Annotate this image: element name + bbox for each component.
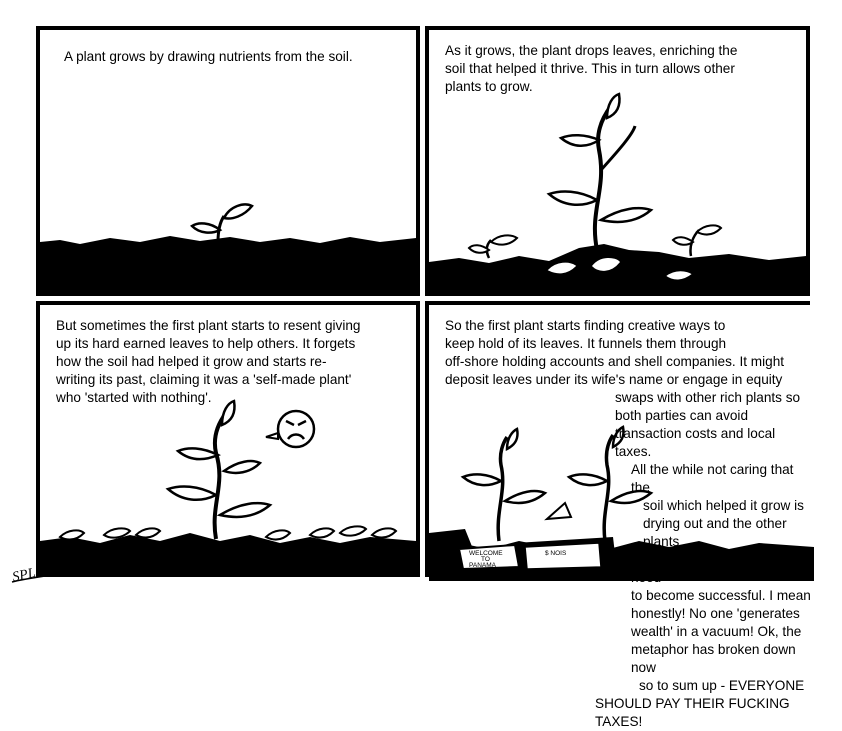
comic-panel-1 (36, 26, 420, 296)
panel-4-caption (445, 317, 815, 731)
plant-stem (595, 106, 611, 250)
leaf (561, 135, 599, 146)
comic-panel-3 (36, 301, 420, 577)
caption-line: can't get the nutrients they need (631, 552, 791, 585)
leaf (222, 401, 235, 425)
caption-line: So the first plant starts finding creative ways to (445, 318, 726, 333)
sprout-leaf (491, 235, 517, 244)
credit-text: No Scope Comics (44, 561, 149, 576)
panel-1-art (40, 30, 416, 292)
leaf (224, 461, 260, 473)
caption-line: All the while not caring that the (631, 462, 794, 495)
caption-line: up its hard earned leaves to help others. It forgets (56, 336, 356, 351)
comic-panel-4 (425, 301, 811, 729)
paper-text: $ NOIS (545, 550, 567, 557)
caption-line: swaps with other rich plants so (615, 390, 801, 405)
sign-line: PANAMA (469, 562, 496, 569)
caption-line: plants to grow. (445, 79, 533, 94)
leaf (607, 94, 620, 118)
sprout-leaf (673, 237, 693, 245)
leaf (601, 208, 651, 222)
small-sprouts (60, 526, 396, 539)
sprout-leaf (192, 223, 220, 232)
sign-line: WELCOME (469, 550, 503, 557)
plant-stem (215, 413, 226, 539)
caption-line: so to sum up - EVERYONE (639, 678, 805, 693)
leaf (178, 448, 218, 459)
signature-text: SPLATTS (11, 559, 68, 586)
caption-line: writing its past, claiming it was a 'self-made plant' (56, 372, 352, 387)
caption-line: deposit leaves under its wife's name or engage in equity (445, 372, 783, 387)
caption-line: metaphor has broken down now (631, 642, 796, 675)
caption-line: wealth' in a vacuum! Ok, the (631, 624, 802, 639)
caption-line: off-shore holding accounts and shell companies. It might (445, 354, 785, 369)
caption-line: drying out and the other plants (643, 516, 787, 549)
panel-2-art (429, 30, 806, 292)
sign-line: TO (481, 556, 490, 563)
caption-line: soil that helped it thrive. This in turn allows other (445, 61, 735, 76)
caption-line: both parties can avoid (615, 408, 749, 423)
caption-line: But sometimes the first plant starts to resent giving (56, 318, 361, 333)
caption-line: transaction costs and local taxes. (615, 426, 776, 459)
sprout-leaf (697, 225, 721, 234)
leaf (220, 503, 270, 517)
caption-line: SHOULD PAY THEIR FUCKING TAXES! (595, 696, 790, 729)
caption-line: who 'started with nothing'. (56, 390, 212, 405)
leaf (549, 192, 597, 205)
angry-face-speech-bubble (278, 411, 314, 447)
caption-line: soil which helped it grow is (643, 498, 804, 513)
leaf (168, 487, 216, 500)
caption-line: to become successful. I mean (631, 588, 811, 603)
caption-line: how the soil had helped it grow and starts re- (56, 354, 327, 369)
caption-line: keep hold of its leaves. It funnels them through (445, 336, 727, 351)
comic-panel-2 (425, 26, 810, 296)
soil (40, 236, 416, 292)
panel-3-art (40, 305, 416, 573)
caption-line: As it grows, the plant drops leaves, enriching the (445, 43, 738, 58)
caption-line: honestly! No one 'generates (631, 606, 800, 621)
panel-1-caption: A plant grows by drawing nutrients from the soil. (64, 49, 353, 64)
sprout-leaf (224, 205, 252, 219)
